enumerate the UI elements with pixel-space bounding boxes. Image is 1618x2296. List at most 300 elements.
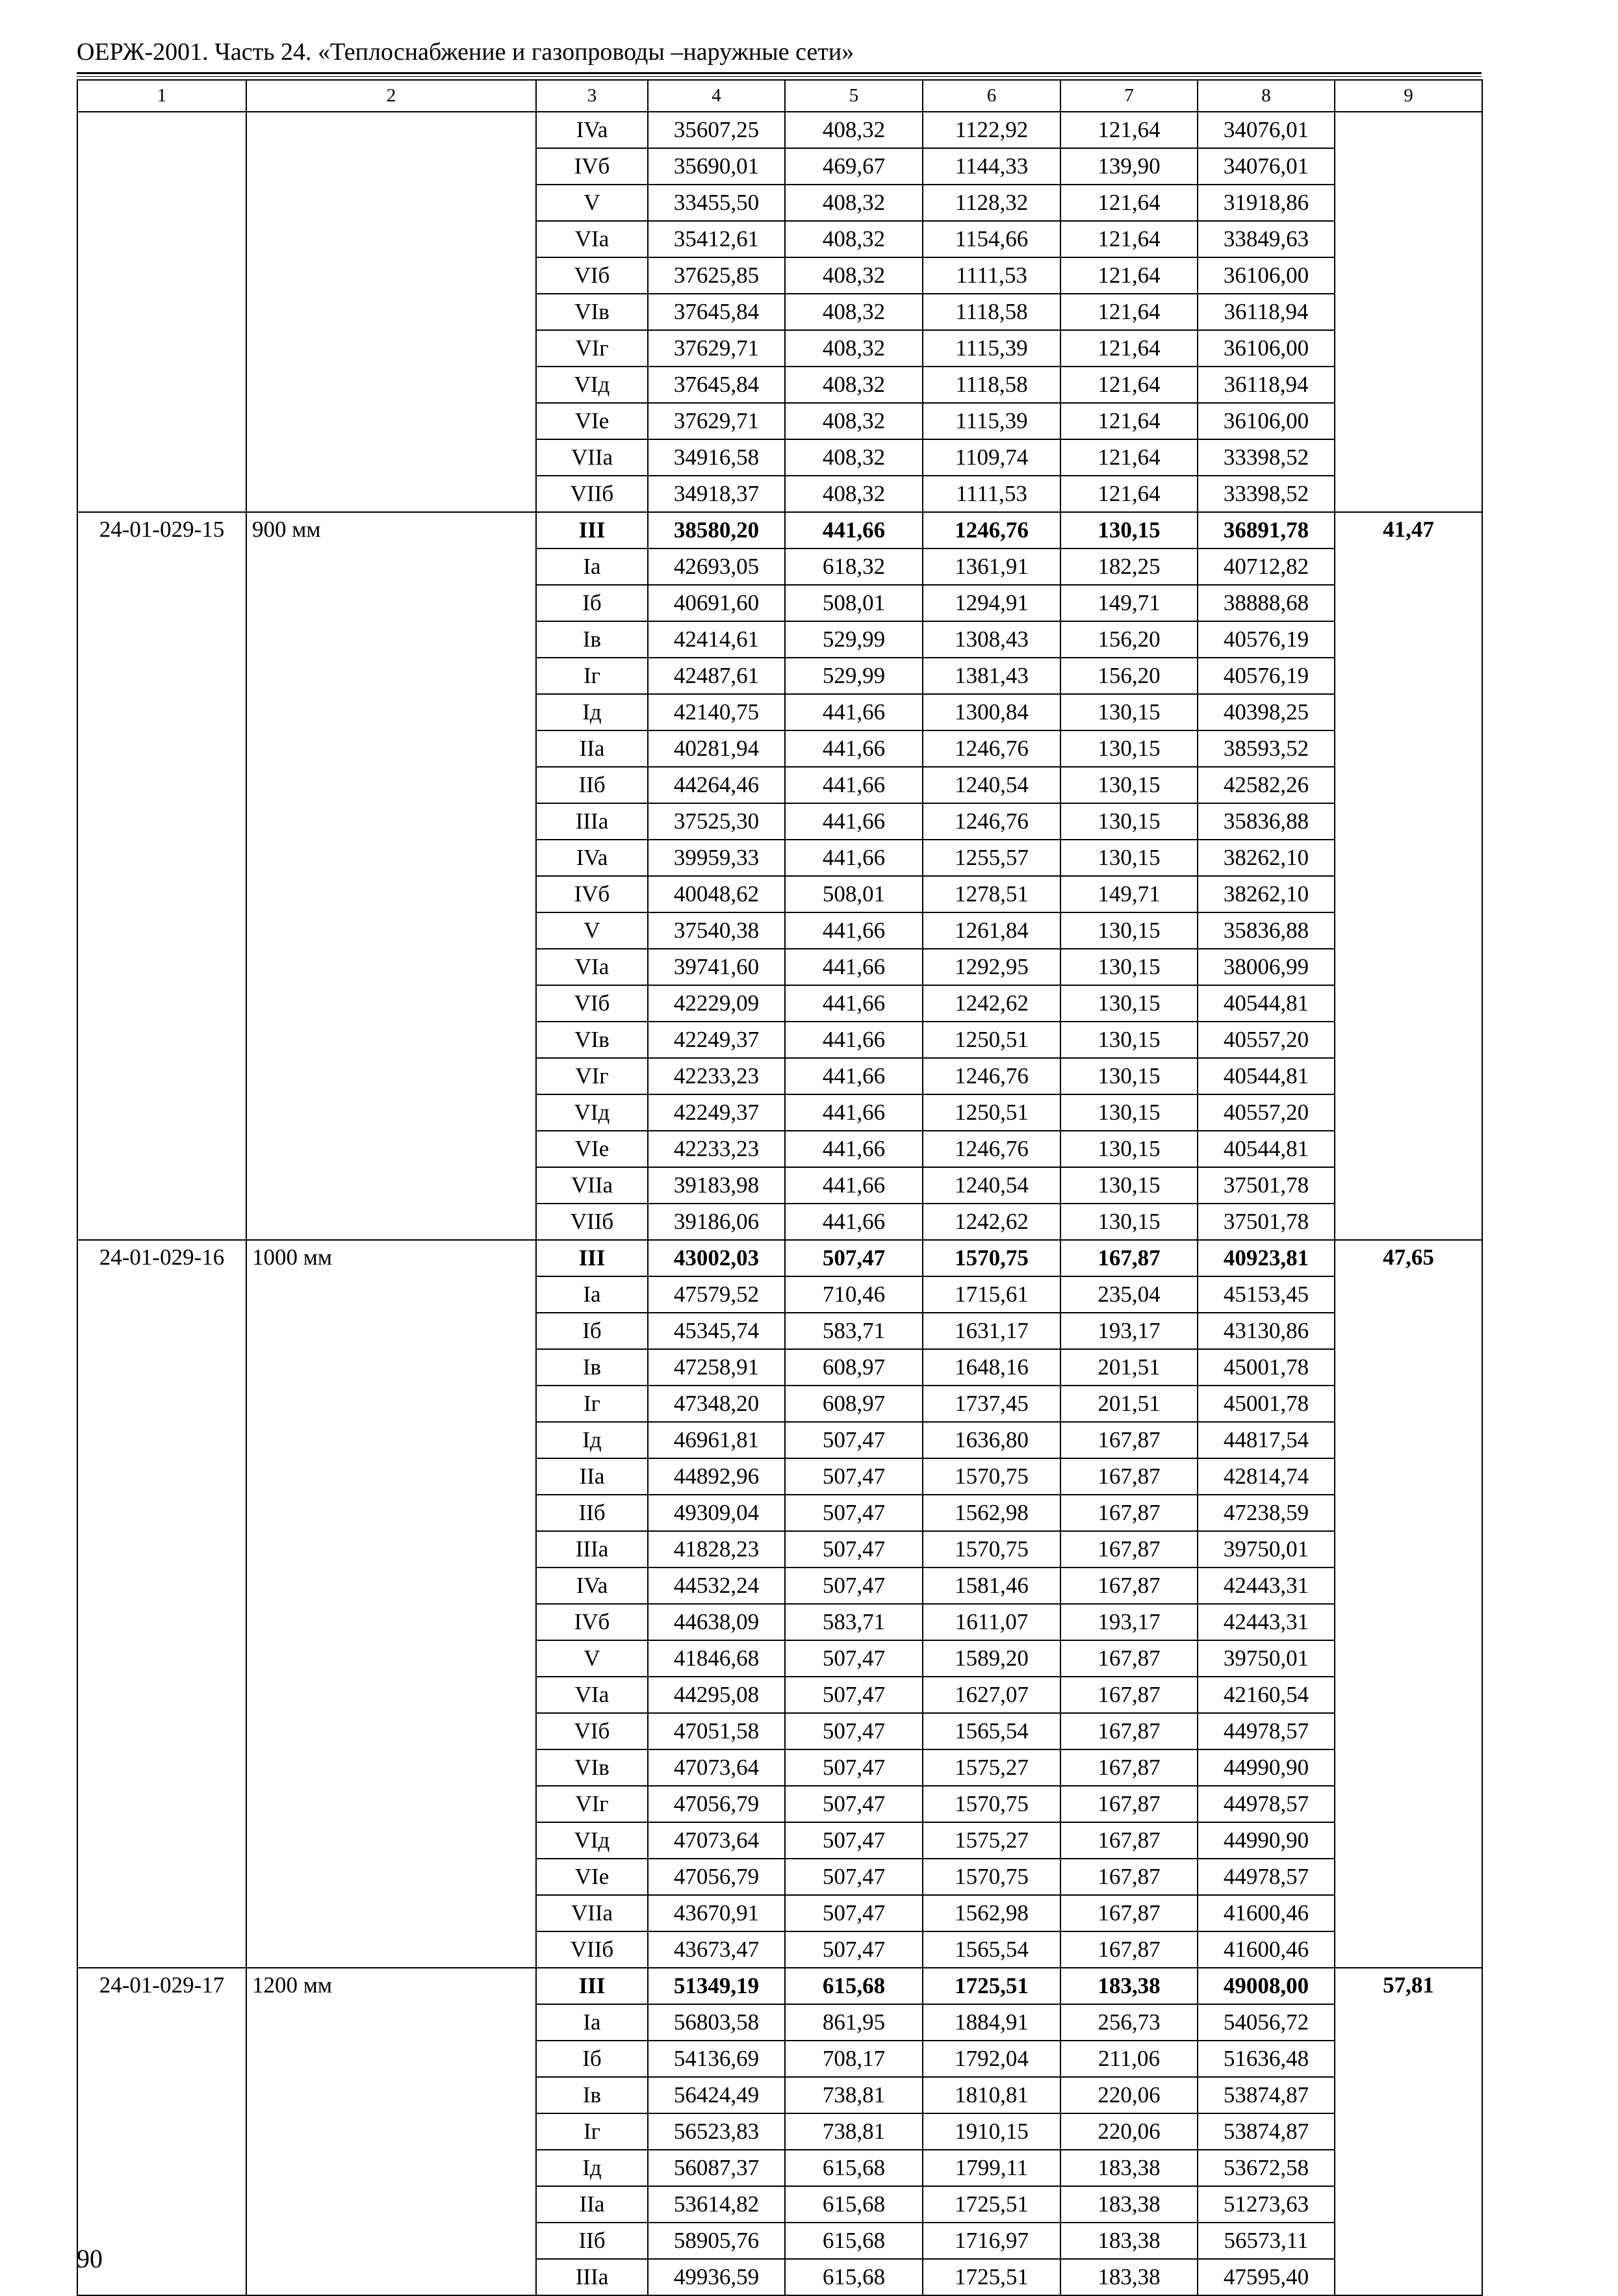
- column-number: 8: [1198, 80, 1335, 112]
- wage-cell: 408,32: [785, 439, 923, 476]
- total-cost-cell: 37625,85: [648, 257, 785, 294]
- wage-cell: 708,17: [785, 2041, 923, 2077]
- material-cell: 36118,94: [1198, 367, 1335, 403]
- machine-cell: 1128,32: [923, 185, 1060, 221]
- zone-cell: VIг: [536, 1058, 648, 1094]
- machine-cell: 1910,15: [923, 2113, 1060, 2150]
- column-number: 6: [923, 80, 1060, 112]
- wage-cell: 615,68: [785, 2186, 923, 2223]
- total-cost-cell: 46961,81: [648, 1422, 785, 1458]
- zone-cell: Iг: [536, 1386, 648, 1422]
- wage-cell: 441,66: [785, 767, 923, 803]
- operator-wage-cell: 130,15: [1060, 1167, 1198, 1204]
- zone-cell: VIв: [536, 294, 648, 330]
- total-cost-cell: 56087,37: [648, 2150, 785, 2186]
- machine-cell: 1118,58: [923, 294, 1060, 330]
- wage-cell: 507,47: [785, 1859, 923, 1895]
- wage-cell: 615,68: [785, 2150, 923, 2186]
- total-cost-cell: 42233,23: [648, 1058, 785, 1094]
- wage-cell: 507,47: [785, 1713, 923, 1749]
- total-cost-cell: 37645,84: [648, 294, 785, 330]
- total-cost-cell: 44295,08: [648, 1677, 785, 1713]
- operator-wage-cell: 167,87: [1060, 1677, 1198, 1713]
- operator-wage-cell: 130,15: [1060, 1058, 1198, 1094]
- material-cell: 33849,63: [1198, 221, 1335, 257]
- wage-cell: 408,32: [785, 367, 923, 403]
- material-cell: 45001,78: [1198, 1349, 1335, 1386]
- material-cell: 35836,88: [1198, 803, 1335, 840]
- total-cost-cell: 56523,83: [648, 2113, 785, 2150]
- total-cost-cell: 49936,59: [648, 2259, 785, 2295]
- machine-cell: 1570,75: [923, 1458, 1060, 1495]
- operator-wage-cell: 167,87: [1060, 1567, 1198, 1604]
- material-cell: 53874,87: [1198, 2077, 1335, 2113]
- material-cell: 43130,86: [1198, 1313, 1335, 1349]
- wage-cell: 615,68: [785, 2223, 923, 2259]
- wage-cell: 507,47: [785, 1822, 923, 1859]
- zone-cell: III: [536, 1968, 648, 2004]
- zone-cell: IIб: [536, 1495, 648, 1531]
- zone-cell: VIIб: [536, 1931, 648, 1968]
- operator-wage-cell: 167,87: [1060, 1786, 1198, 1822]
- machine-cell: 1725,51: [923, 2186, 1060, 2223]
- total-cost-cell: 37629,71: [648, 330, 785, 367]
- operator-wage-cell: 167,87: [1060, 1495, 1198, 1531]
- material-cell: 51636,48: [1198, 2041, 1335, 2077]
- machine-cell: 1250,51: [923, 1094, 1060, 1131]
- total-cost-cell: 39186,06: [648, 1204, 785, 1240]
- zone-cell: Iд: [536, 2150, 648, 2186]
- wage-cell: 507,47: [785, 1749, 923, 1786]
- operator-wage-cell: 167,87: [1060, 1822, 1198, 1859]
- zone-cell: Iб: [536, 585, 648, 621]
- operator-wage-cell: 167,87: [1060, 1422, 1198, 1458]
- material-cell: 38262,10: [1198, 840, 1335, 876]
- operator-wage-cell: 220,06: [1060, 2113, 1198, 2150]
- total-cost-cell: 45345,74: [648, 1313, 785, 1349]
- zone-cell: V: [536, 185, 648, 221]
- machine-cell: 1737,45: [923, 1386, 1060, 1422]
- operator-wage-cell: 182,25: [1060, 548, 1198, 585]
- wage-cell: 441,66: [785, 512, 923, 548]
- labor-total-cell: [1335, 112, 1482, 512]
- total-cost-cell: 37645,84: [648, 367, 785, 403]
- operator-wage-cell: 167,87: [1060, 1531, 1198, 1567]
- wage-cell: 408,32: [785, 257, 923, 294]
- zone-cell: IIIa: [536, 1531, 648, 1567]
- machine-cell: 1648,16: [923, 1349, 1060, 1386]
- zone-cell: III: [536, 512, 648, 548]
- operator-wage-cell: 167,87: [1060, 1749, 1198, 1786]
- material-cell: 53672,58: [1198, 2150, 1335, 2186]
- total-cost-cell: 40281,94: [648, 730, 785, 767]
- total-cost-cell: 44892,96: [648, 1458, 785, 1495]
- wage-cell: 441,66: [785, 694, 923, 730]
- operator-wage-cell: 130,15: [1060, 912, 1198, 949]
- machine-cell: 1278,51: [923, 876, 1060, 912]
- machine-cell: 1242,62: [923, 985, 1060, 1022]
- machine-cell: 1255,57: [923, 840, 1060, 876]
- operator-wage-cell: 167,87: [1060, 1240, 1198, 1276]
- operator-wage-cell: 121,64: [1060, 367, 1198, 403]
- material-cell: 40923,81: [1198, 1240, 1335, 1276]
- total-cost-cell: 58905,76: [648, 2223, 785, 2259]
- machine-cell: 1308,43: [923, 621, 1060, 658]
- total-cost-cell: 43002,03: [648, 1240, 785, 1276]
- material-cell: 38006,99: [1198, 949, 1335, 985]
- total-cost-cell: 39741,60: [648, 949, 785, 985]
- material-cell: 40557,20: [1198, 1022, 1335, 1058]
- zone-cell: VIе: [536, 403, 648, 439]
- total-cost-cell: 53614,82: [648, 2186, 785, 2223]
- total-cost-cell: 44638,09: [648, 1604, 785, 1640]
- operator-wage-cell: 130,15: [1060, 767, 1198, 803]
- total-cost-cell: 42487,61: [648, 658, 785, 694]
- machine-cell: 1240,54: [923, 1167, 1060, 1204]
- operator-wage-cell: 183,38: [1060, 1968, 1198, 2004]
- material-cell: 38593,52: [1198, 730, 1335, 767]
- total-cost-cell: 33455,50: [648, 185, 785, 221]
- total-cost-cell: 38580,20: [648, 512, 785, 548]
- material-cell: 53874,87: [1198, 2113, 1335, 2150]
- material-cell: 40544,81: [1198, 1058, 1335, 1094]
- wage-cell: 441,66: [785, 803, 923, 840]
- material-cell: 39750,01: [1198, 1531, 1335, 1567]
- machine-cell: 1144,33: [923, 148, 1060, 185]
- machine-cell: 1361,91: [923, 548, 1060, 585]
- wage-cell: 615,68: [785, 2259, 923, 2295]
- machine-cell: 1631,17: [923, 1313, 1060, 1349]
- operator-wage-cell: 130,15: [1060, 1094, 1198, 1131]
- wage-cell: 408,32: [785, 403, 923, 439]
- wage-cell: 441,66: [785, 1094, 923, 1131]
- material-cell: 36106,00: [1198, 403, 1335, 439]
- material-cell: 42443,31: [1198, 1567, 1335, 1604]
- diameter-cell: 900 мм: [246, 512, 536, 1240]
- zone-cell: IVб: [536, 148, 648, 185]
- operator-wage-cell: 167,87: [1060, 1458, 1198, 1495]
- column-number: 3: [536, 80, 648, 112]
- operator-wage-cell: 193,17: [1060, 1313, 1198, 1349]
- total-cost-cell: 47056,79: [648, 1859, 785, 1895]
- material-cell: 38262,10: [1198, 876, 1335, 912]
- rate-code-cell: 24-01-029-16: [77, 1240, 246, 1968]
- zone-cell: Iд: [536, 694, 648, 730]
- wage-cell: 608,97: [785, 1349, 923, 1386]
- zone-cell: III: [536, 1240, 648, 1276]
- material-cell: 42582,26: [1198, 767, 1335, 803]
- zone-cell: VIв: [536, 1749, 648, 1786]
- total-cost-cell: 37540,38: [648, 912, 785, 949]
- wage-cell: 615,68: [785, 1968, 923, 2004]
- material-cell: 45001,78: [1198, 1386, 1335, 1422]
- total-cost-cell: 49309,04: [648, 1495, 785, 1531]
- material-cell: 38888,68: [1198, 585, 1335, 621]
- material-cell: 41600,46: [1198, 1895, 1335, 1931]
- material-cell: 44978,57: [1198, 1713, 1335, 1749]
- wage-cell: 507,47: [785, 1458, 923, 1495]
- material-cell: 45153,45: [1198, 1276, 1335, 1313]
- wage-cell: 507,47: [785, 1240, 923, 1276]
- operator-wage-cell: 121,64: [1060, 294, 1198, 330]
- labor-total-cell: 57,81: [1335, 1968, 1482, 2295]
- wage-cell: 507,47: [785, 1640, 923, 1677]
- material-cell: 44990,90: [1198, 1822, 1335, 1859]
- total-cost-cell: 47051,58: [648, 1713, 785, 1749]
- wage-cell: 507,47: [785, 1895, 923, 1931]
- material-cell: 40398,25: [1198, 694, 1335, 730]
- wage-cell: 441,66: [785, 985, 923, 1022]
- zone-cell: IVб: [536, 1604, 648, 1640]
- wage-cell: 507,47: [785, 1495, 923, 1531]
- machine-cell: 1570,75: [923, 1859, 1060, 1895]
- zone-cell: IIб: [536, 767, 648, 803]
- total-cost-cell: 47579,52: [648, 1276, 785, 1313]
- machine-cell: 1115,39: [923, 330, 1060, 367]
- material-cell: 44990,90: [1198, 1749, 1335, 1786]
- zone-cell: VIa: [536, 221, 648, 257]
- material-cell: 49008,00: [1198, 1968, 1335, 2004]
- material-cell: 36891,78: [1198, 512, 1335, 548]
- material-cell: 33398,52: [1198, 439, 1335, 476]
- material-cell: 40576,19: [1198, 621, 1335, 658]
- zone-cell: IIa: [536, 1458, 648, 1495]
- wage-cell: 583,71: [785, 1604, 923, 1640]
- zone-cell: Iг: [536, 2113, 648, 2150]
- operator-wage-cell: 183,38: [1060, 2259, 1198, 2295]
- operator-wage-cell: 130,15: [1060, 949, 1198, 985]
- material-cell: 47595,40: [1198, 2259, 1335, 2295]
- zone-cell: VIв: [536, 1022, 648, 1058]
- wage-cell: 441,66: [785, 1204, 923, 1240]
- zone-cell: Iв: [536, 2077, 648, 2113]
- total-cost-cell: 42140,75: [648, 694, 785, 730]
- wage-cell: 861,95: [785, 2004, 923, 2041]
- operator-wage-cell: 201,51: [1060, 1386, 1198, 1422]
- material-cell: 42160,54: [1198, 1677, 1335, 1713]
- operator-wage-cell: 130,15: [1060, 840, 1198, 876]
- total-cost-cell: 42233,23: [648, 1131, 785, 1167]
- zone-cell: Ia: [536, 548, 648, 585]
- wage-cell: 408,32: [785, 294, 923, 330]
- total-cost-cell: 39183,98: [648, 1167, 785, 1204]
- wage-cell: 408,32: [785, 112, 923, 148]
- material-cell: 34076,01: [1198, 112, 1335, 148]
- wage-cell: 507,47: [785, 1931, 923, 1968]
- machine-cell: 1589,20: [923, 1640, 1060, 1677]
- machine-cell: 1246,76: [923, 1131, 1060, 1167]
- zone-cell: VIIa: [536, 439, 648, 476]
- zone-cell: IVa: [536, 1567, 648, 1604]
- operator-wage-cell: 121,64: [1060, 257, 1198, 294]
- total-cost-cell: 44264,46: [648, 767, 785, 803]
- operator-wage-cell: 149,71: [1060, 876, 1198, 912]
- material-cell: 34076,01: [1198, 148, 1335, 185]
- header-divider: [77, 72, 1482, 77]
- zone-cell: Iб: [536, 1313, 648, 1349]
- zone-cell: Iв: [536, 621, 648, 658]
- operator-wage-cell: 211,06: [1060, 2041, 1198, 2077]
- machine-cell: 1118,58: [923, 367, 1060, 403]
- zone-cell: IIIa: [536, 2259, 648, 2295]
- material-cell: 37501,78: [1198, 1167, 1335, 1204]
- operator-wage-cell: 121,64: [1060, 439, 1198, 476]
- operator-wage-cell: 201,51: [1060, 1349, 1198, 1386]
- total-cost-cell: 47073,64: [648, 1749, 785, 1786]
- machine-cell: 1111,53: [923, 257, 1060, 294]
- operator-wage-cell: 121,64: [1060, 185, 1198, 221]
- machine-cell: 1261,84: [923, 912, 1060, 949]
- total-cost-cell: 56424,49: [648, 2077, 785, 2113]
- machine-cell: 1810,81: [923, 2077, 1060, 2113]
- zone-cell: VIе: [536, 1131, 648, 1167]
- material-cell: 37501,78: [1198, 1204, 1335, 1240]
- machine-cell: 1111,53: [923, 476, 1060, 512]
- material-cell: 42814,74: [1198, 1458, 1335, 1495]
- zone-cell: VIIa: [536, 1895, 648, 1931]
- rate-code-cell: 24-01-029-17: [77, 1968, 246, 2295]
- machine-cell: 1575,27: [923, 1749, 1060, 1786]
- zone-cell: VIб: [536, 1713, 648, 1749]
- zone-cell: IIa: [536, 2186, 648, 2223]
- operator-wage-cell: 167,87: [1060, 1640, 1198, 1677]
- machine-cell: 1246,76: [923, 512, 1060, 548]
- zone-cell: Iг: [536, 658, 648, 694]
- zone-cell: VIд: [536, 367, 648, 403]
- operator-wage-cell: 121,64: [1060, 221, 1198, 257]
- wage-cell: 608,97: [785, 1386, 923, 1422]
- wage-cell: 441,66: [785, 1058, 923, 1094]
- wage-cell: 738,81: [785, 2113, 923, 2150]
- machine-cell: 1246,76: [923, 1058, 1060, 1094]
- material-cell: 40544,81: [1198, 985, 1335, 1022]
- operator-wage-cell: 183,38: [1060, 2186, 1198, 2223]
- machine-cell: 1570,75: [923, 1786, 1060, 1822]
- material-cell: 41600,46: [1198, 1931, 1335, 1968]
- total-cost-cell: 42249,37: [648, 1022, 785, 1058]
- total-cost-cell: 37629,71: [648, 403, 785, 439]
- operator-wage-cell: 121,64: [1060, 403, 1198, 439]
- machine-cell: 1109,74: [923, 439, 1060, 476]
- wage-cell: 441,66: [785, 949, 923, 985]
- operator-wage-cell: 183,38: [1060, 2223, 1198, 2259]
- wage-cell: 441,66: [785, 1022, 923, 1058]
- total-cost-cell: 35412,61: [648, 221, 785, 257]
- wage-cell: 618,32: [785, 548, 923, 585]
- machine-cell: 1581,46: [923, 1567, 1060, 1604]
- diameter-cell: [246, 112, 536, 512]
- operator-wage-cell: 193,17: [1060, 1604, 1198, 1640]
- wage-cell: 529,99: [785, 621, 923, 658]
- material-cell: 40544,81: [1198, 1131, 1335, 1167]
- wage-cell: 507,47: [785, 1422, 923, 1458]
- operator-wage-cell: 149,71: [1060, 585, 1198, 621]
- wage-cell: 441,66: [785, 1131, 923, 1167]
- total-cost-cell: 47056,79: [648, 1786, 785, 1822]
- operator-wage-cell: 167,87: [1060, 1895, 1198, 1931]
- zone-cell: V: [536, 1640, 648, 1677]
- material-cell: 35836,88: [1198, 912, 1335, 949]
- machine-cell: 1300,84: [923, 694, 1060, 730]
- column-number: 1: [77, 80, 246, 112]
- machine-cell: 1562,98: [923, 1895, 1060, 1931]
- total-cost-cell: 54136,69: [648, 2041, 785, 2077]
- zone-cell: VIб: [536, 257, 648, 294]
- total-cost-cell: 35690,01: [648, 148, 785, 185]
- column-number: 4: [648, 80, 785, 112]
- wage-cell: 710,46: [785, 1276, 923, 1313]
- wage-cell: 583,71: [785, 1313, 923, 1349]
- zone-cell: VIIб: [536, 1204, 648, 1240]
- zone-cell: VIг: [536, 1786, 648, 1822]
- operator-wage-cell: 130,15: [1060, 985, 1198, 1022]
- column-number: 2: [246, 80, 536, 112]
- machine-cell: 1250,51: [923, 1022, 1060, 1058]
- operator-wage-cell: 130,15: [1060, 512, 1198, 548]
- total-cost-cell: 39959,33: [648, 840, 785, 876]
- wage-cell: 529,99: [785, 658, 923, 694]
- material-cell: 44817,54: [1198, 1422, 1335, 1458]
- operator-wage-cell: 130,15: [1060, 1204, 1198, 1240]
- wage-cell: 738,81: [785, 2077, 923, 2113]
- diameter-cell: 1000 мм: [246, 1240, 536, 1968]
- zone-cell: IVб: [536, 876, 648, 912]
- page-header-title: ОЕРЖ-2001. Часть 24. «Теплоснабжение и газопроводы –наружные сети»: [77, 38, 854, 66]
- material-cell: 54056,72: [1198, 2004, 1335, 2041]
- machine-cell: 1570,75: [923, 1240, 1060, 1276]
- total-cost-cell: 47258,91: [648, 1349, 785, 1386]
- material-cell: 44978,57: [1198, 1786, 1335, 1822]
- operator-wage-cell: 167,87: [1060, 1713, 1198, 1749]
- wage-cell: 408,32: [785, 221, 923, 257]
- wage-cell: 508,01: [785, 585, 923, 621]
- total-cost-cell: 42249,37: [648, 1094, 785, 1131]
- zone-cell: Iд: [536, 1422, 648, 1458]
- zone-cell: VIa: [536, 949, 648, 985]
- material-cell: 42443,31: [1198, 1604, 1335, 1640]
- total-cost-cell: 43673,47: [648, 1931, 785, 1968]
- machine-cell: 1716,97: [923, 2223, 1060, 2259]
- machine-cell: 1799,11: [923, 2150, 1060, 2186]
- rates-table: [77, 79, 1483, 2296]
- wage-cell: 441,66: [785, 1167, 923, 1204]
- operator-wage-cell: 121,64: [1060, 330, 1198, 367]
- wage-cell: 508,01: [785, 876, 923, 912]
- table-row: [77, 512, 1482, 548]
- wage-cell: 408,32: [785, 476, 923, 512]
- page-number: 90: [77, 2244, 103, 2273]
- rate-code-cell: 24-01-029-15: [77, 512, 246, 1240]
- column-number-row: [77, 80, 1482, 112]
- machine-cell: 1562,98: [923, 1495, 1060, 1531]
- material-cell: 51273,63: [1198, 2186, 1335, 2223]
- total-cost-cell: 41846,68: [648, 1640, 785, 1677]
- wage-cell: 408,32: [785, 185, 923, 221]
- total-cost-cell: 44532,24: [648, 1567, 785, 1604]
- machine-cell: 1242,62: [923, 1204, 1060, 1240]
- operator-wage-cell: 121,64: [1060, 112, 1198, 148]
- material-cell: 56573,11: [1198, 2223, 1335, 2259]
- zone-cell: VIa: [536, 1677, 648, 1713]
- material-cell: 47238,59: [1198, 1495, 1335, 1531]
- zone-cell: VIIa: [536, 1167, 648, 1204]
- machine-cell: 1611,07: [923, 1604, 1060, 1640]
- material-cell: 31918,86: [1198, 185, 1335, 221]
- total-cost-cell: 42229,09: [648, 985, 785, 1022]
- zone-cell: Ia: [536, 2004, 648, 2041]
- material-cell: 36106,00: [1198, 330, 1335, 367]
- material-cell: 40712,82: [1198, 548, 1335, 585]
